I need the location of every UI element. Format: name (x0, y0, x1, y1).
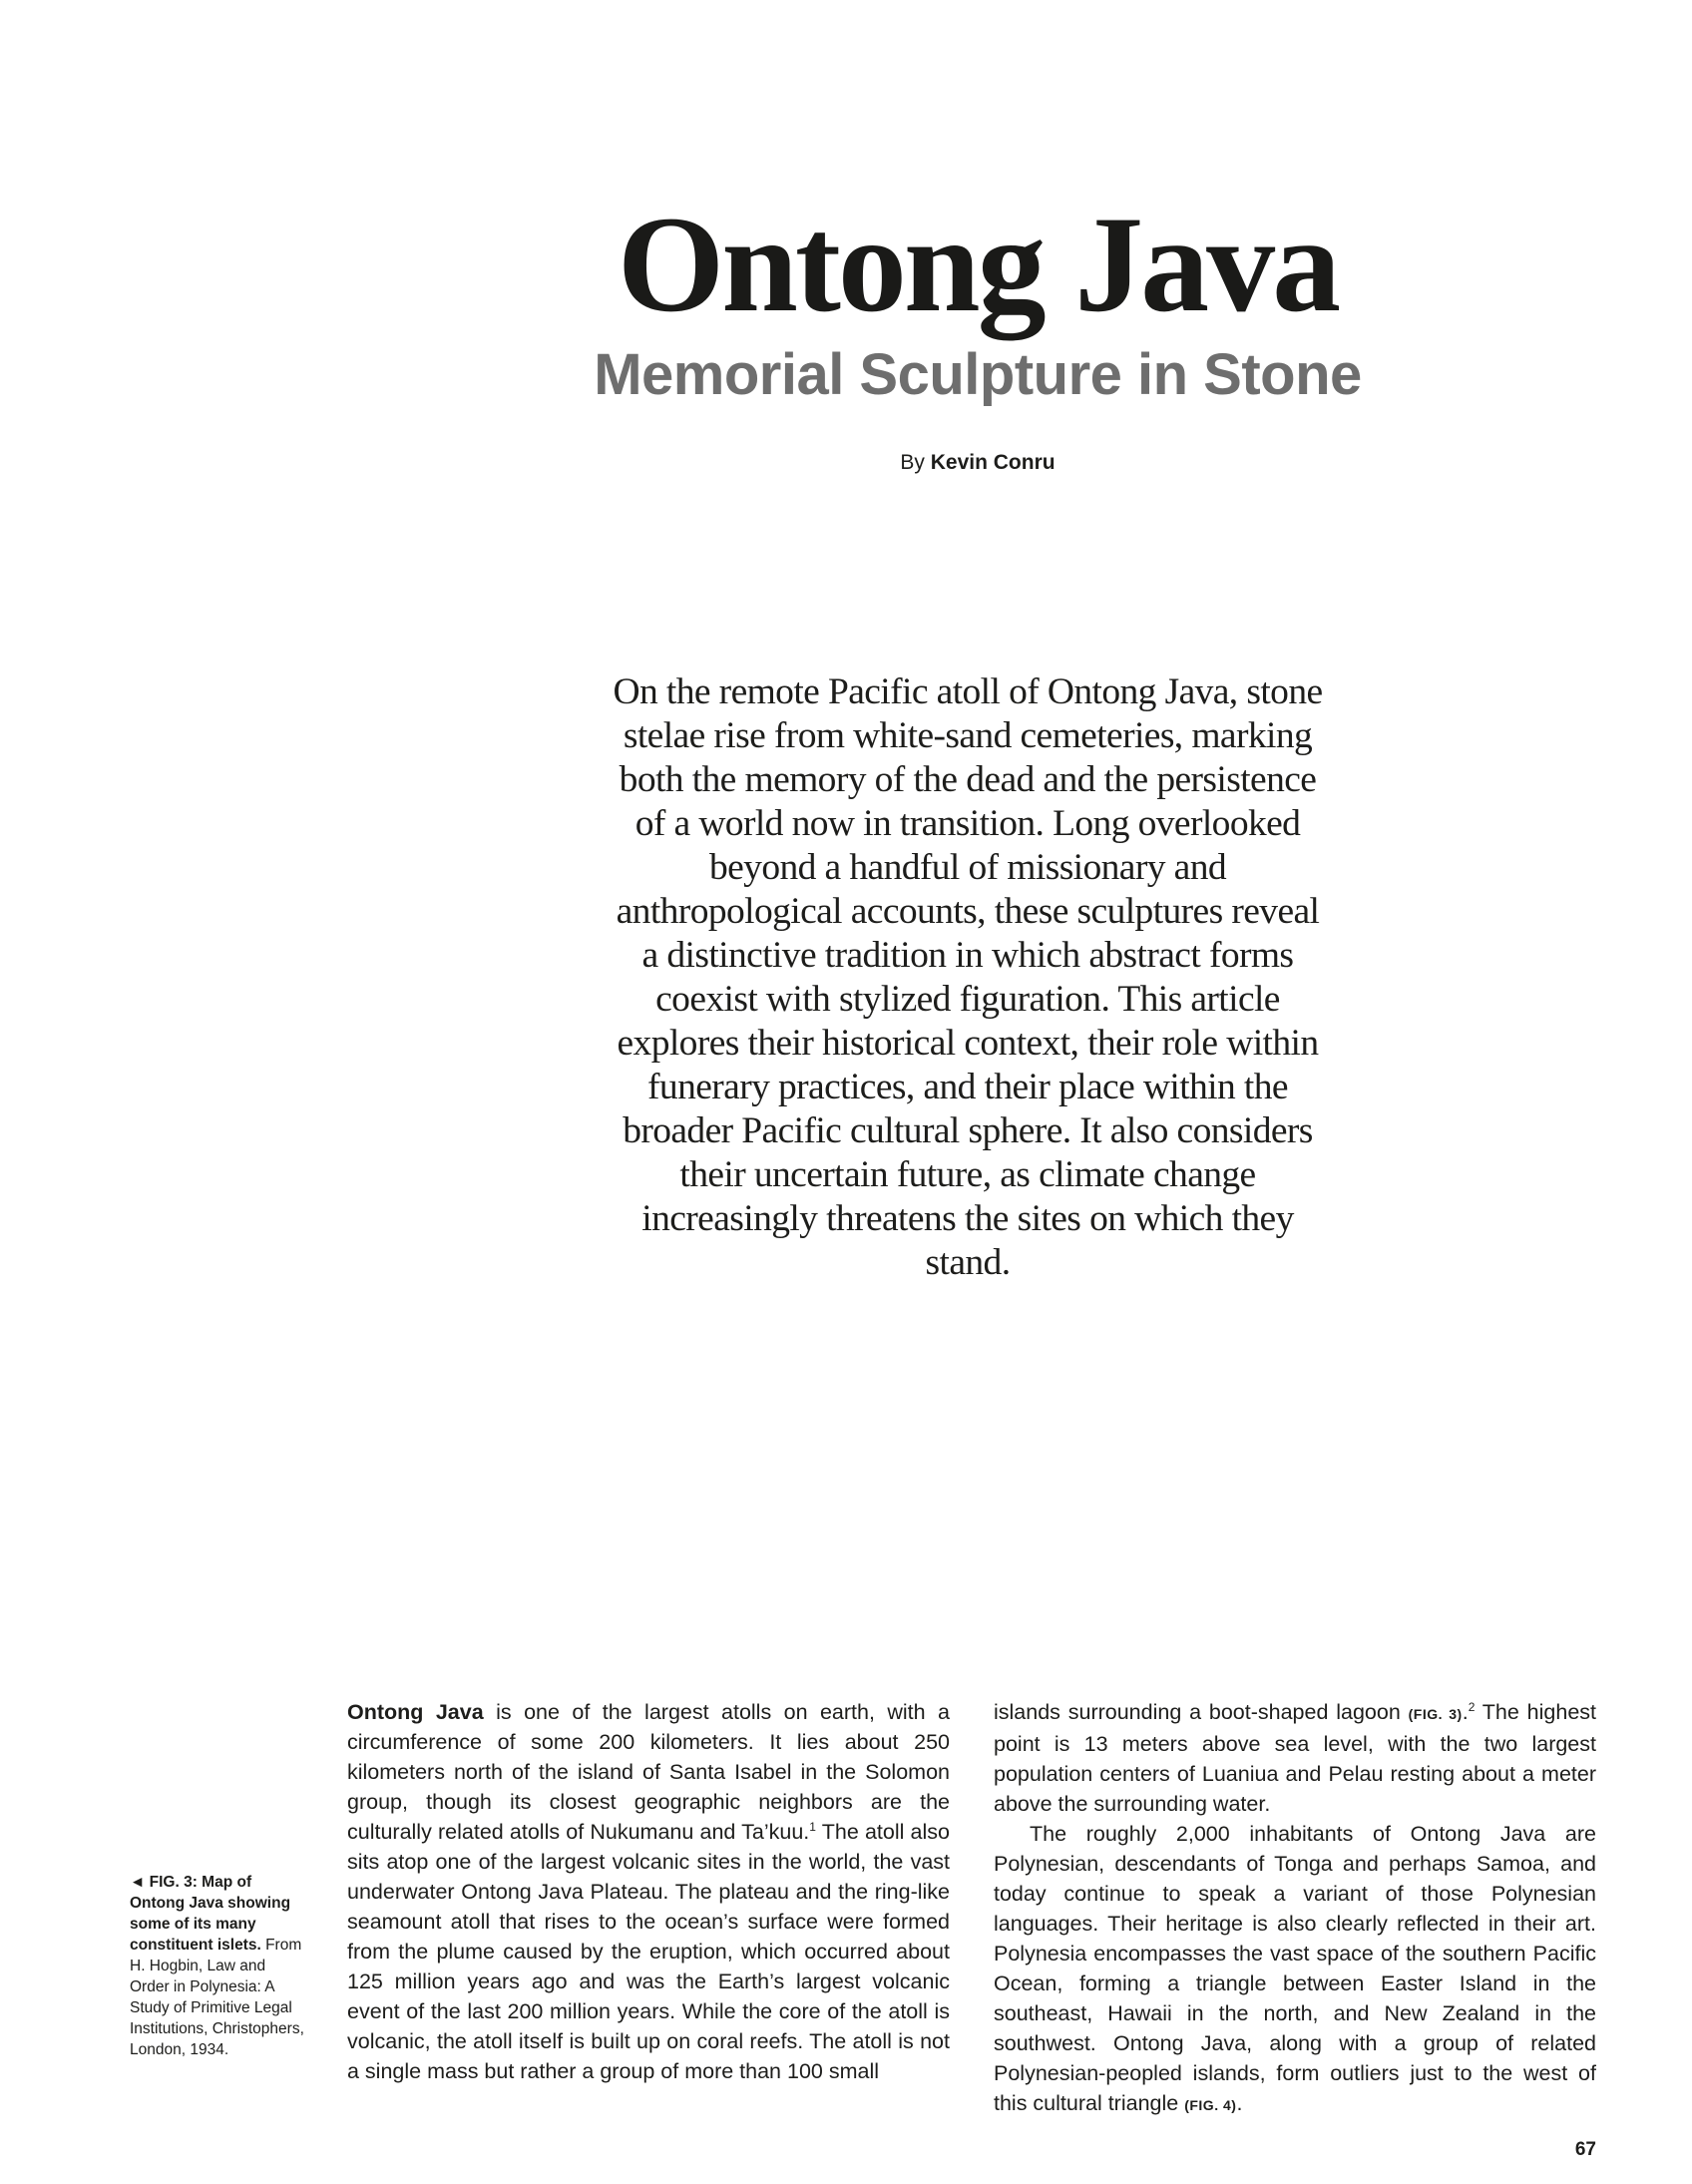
body-text: is one of the largest atolls on earth, with a circumference of some 200 kilometers. It lies about 250 kilometers north of the island of Santa Isabel in the Solomon group, though its closest geographic neighbors are the culturally related atolls of Nukumanu and Ta’kuu. (347, 1700, 951, 1844)
body-text: islands surrounding a boot-shaped lagoon (994, 1700, 1409, 1724)
lead-in: Ontong Java (347, 1700, 484, 1724)
body-paragraph-1 (347, 1697, 950, 2086)
caption-credit: From H. Hogbin, Law and Order in Polynesia: A Study of Primitive Legal Institutions, Christophers, London, 1934. (130, 1937, 304, 2058)
byline (559, 451, 1397, 475)
figure-reference: (FIG. 4) (1184, 2097, 1237, 2113)
page-number: 67 (1574, 2139, 1596, 2160)
body-paragraph-1-continued (994, 1697, 1596, 1819)
footnote-ref: 1 (809, 1819, 816, 1834)
article-subtitle: Memorial Sculpture in Stone (594, 342, 1362, 407)
body-text: The roughly 2,000 inhabitants of Ontong Java are Polynesian, descendants of Tonga and perhaps Samoa, and today continue to speak a variant of those Polynesian languages. Their heritage is also clearly reflected in their art. Polynesia encompasses the vast space of the southern Pacific Ocean, forming a triangle between Easter Island in the southeast, Hawaii in the north, and New Zealand in the southwest. Ontong Java, along with a group of related Polynesian-peopled islands, form outliers just to the west of this cultural triangle (994, 1822, 1596, 2115)
body-paragraph-2 (994, 1819, 1596, 2120)
body-text: The atoll also sits atop one of the largest volcanic sites in the world, the vast underwater Ontong Java Plateau. The plateau and the ring-like seamount atoll that rises to the ocean’s surface were formed from the plume caused by the eruption, which occurred about 125 million years ago and was the Earth’s largest volcanic event of the last 200 million years. While the core of the atoll is volcanic, the atoll itself is built up on coral reefs. The atoll is not a single mass but rather a group of more than 100 small (347, 1820, 950, 2083)
author-name: Kevin Conru (930, 451, 1056, 474)
figure-reference: (FIG. 3) (1408, 1706, 1463, 1722)
footnote-ref: 2 (1468, 1699, 1476, 1714)
body-column-right (994, 1697, 1596, 2120)
figure-caption (130, 1872, 309, 2060)
body-text: . (1462, 1700, 1469, 1724)
body-column-left (347, 1697, 950, 2086)
body-text: The highest point is 13 meters above sea level, with the two largest population centers of Luaniua and Pelau resting about a meter above the surrounding water. (994, 1700, 1596, 1816)
article-title: Ontong Java (617, 188, 1339, 340)
byline-prefix: By (900, 451, 925, 474)
caption-title: ◄ FIG. 3: Map of Ontong Java showing some of its many constituent islets. (130, 1874, 291, 1954)
body-text: . (1236, 2091, 1243, 2115)
article-abstract: On the remote Pacific atoll of Ontong Java, stone stelae rise from white-sand cemeteries, marking both the memory of the dead and the persistence of a world now in transition. Long overlooked beyond a handful of missionary and anthropological accounts, these sculptures reveal a distinctive tradition in which abstract forms coexist with stylized figuration. This article explores their historical context, their role within funerary practices, and their place within the broader Pacific cultural sphere. It also considers their uncertain future, as climate change increasingly threatens the sites on which they stand. (613, 671, 1323, 1283)
